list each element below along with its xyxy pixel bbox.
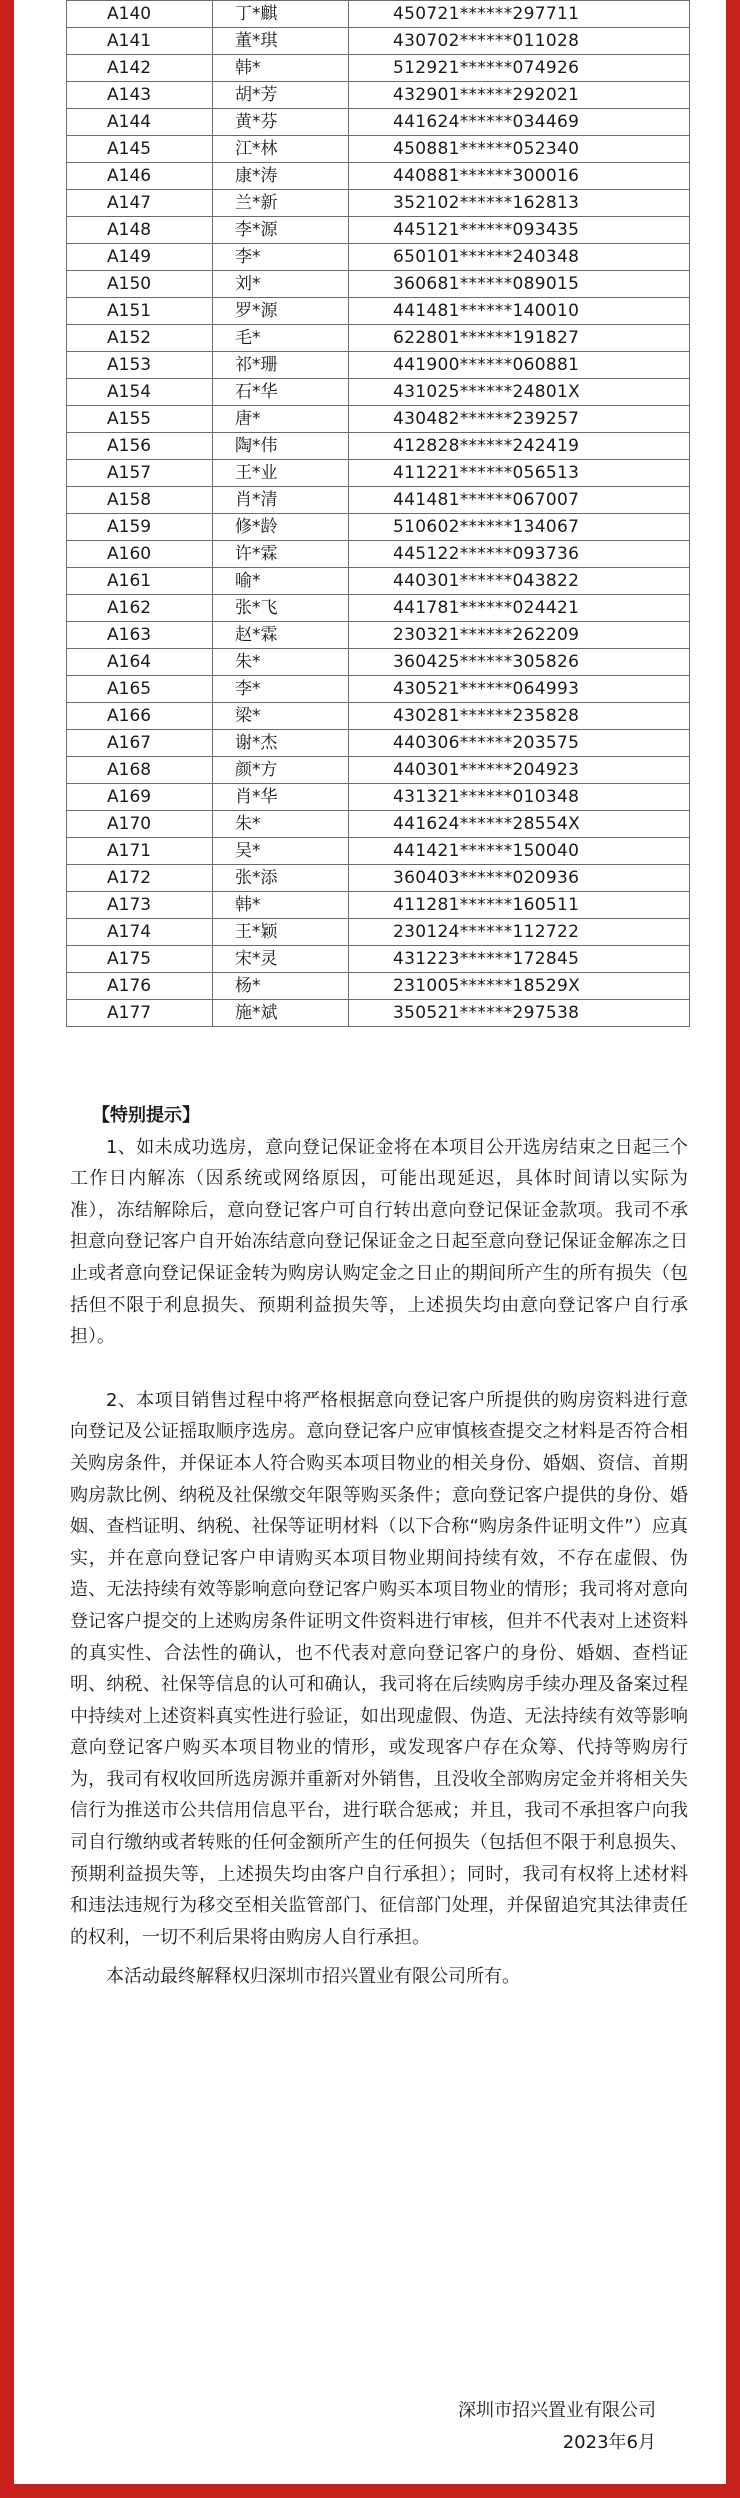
signature-block <box>458 2395 656 2459</box>
table-row <box>67 946 690 973</box>
table-row <box>67 622 690 649</box>
row-id-number: 440881******300016 <box>349 163 690 190</box>
row-number: A163 <box>67 622 213 649</box>
table-row <box>67 217 690 244</box>
notice-paragraph-2: 2、本项目销售过程中将严格根据意向登记客户所提供的购房资料进行意向登记及公证摇取顺序选房。意向登记客户应审慎核查提交之材料是否符合相关购房条件，并保证本人符合购买本项目物业的相关身份、婚姻、资信、首期购房款比例、纳税及社保缴交年限等购买条件；意向登记客户提供的身份、婚姻、查档证明、纳税、社保等证明材料（以下合称“购房条件证明文件”）应真实，并在意向登记客户申请购买本项目物业期间持续有效，不存在虚假、伪造、无法持续有效等影响意向登记客户购买本项目物业的情形；我司将对意向登记客户提交的上述购房条件证明文件资料进行审核，但并不代表对上述资料的真实性、合法性的确认，也不代表对意向登记客户的身份、婚姻、查档证明、纳税、社保等信息的认可和确认，我司将在后续购房手续办理及备案过程中持续对上述资料真实性进行验证，如出现虚假、伪造、无法持续有效等影响意向登记客户购买本项目物业的情形，或发现客户存在众筹、代持等购房行为，我司有权收回所选房源并重新对外销售，且没收全部购房定金并将相关失信行为推送市公共信用信息平台，进行联合惩戒；并且，我司不承担客户向我司自行缴纳或者转账的任何金额所产生的任何损失（包括但不限于利息损失、预期利益损失等，上述损失均由客户自行承担）；同时，我司有权将上述材料和违法违规行为移交至相关监管部门、征信部门处理，并保留追究其法律责任的权利，一切不利后果将由购房人自行承担。 <box>70 1389 688 1948</box>
table-row <box>67 811 690 838</box>
row-name: 喻* <box>213 568 349 595</box>
table-row <box>67 703 690 730</box>
row-name: 施*斌 <box>213 1000 349 1027</box>
row-id-number: 430482******239257 <box>349 406 690 433</box>
row-name: 梁* <box>213 703 349 730</box>
row-id-number: 411221******056513 <box>349 460 690 487</box>
row-id-number: 445122******093736 <box>349 541 690 568</box>
row-id-number: 431321******010348 <box>349 784 690 811</box>
row-name: 李* <box>213 676 349 703</box>
row-name: 许*霖 <box>213 541 349 568</box>
row-id-number: 360403******020936 <box>349 865 690 892</box>
table-row <box>67 514 690 541</box>
row-number: A149 <box>67 244 213 271</box>
row-number: A146 <box>67 163 213 190</box>
table-row <box>67 28 690 55</box>
row-number: A157 <box>67 460 213 487</box>
row-number: A164 <box>67 649 213 676</box>
row-number: A177 <box>67 1000 213 1027</box>
notice-final-statement: 本活动最终解释权归深圳市招兴置业有限公司所有。 <box>106 1966 520 1988</box>
row-number: A161 <box>67 568 213 595</box>
row-name: 吴* <box>213 838 349 865</box>
row-id-number: 440301******043822 <box>349 568 690 595</box>
table-row <box>67 487 690 514</box>
row-number: A142 <box>67 55 213 82</box>
row-id-number: 411281******160511 <box>349 892 690 919</box>
row-id-number: 431223******172845 <box>349 946 690 973</box>
row-number: A155 <box>67 406 213 433</box>
row-number: A173 <box>67 892 213 919</box>
row-id-number: 230321******262209 <box>349 622 690 649</box>
row-number: A162 <box>67 595 213 622</box>
row-name: 张*添 <box>213 865 349 892</box>
row-id-number: 431025******24801X <box>349 379 690 406</box>
table-row <box>67 784 690 811</box>
row-name: 肖*华 <box>213 784 349 811</box>
row-number: A147 <box>67 190 213 217</box>
row-number: A158 <box>67 487 213 514</box>
row-id-number: 512921******074926 <box>349 55 690 82</box>
row-id-number: 450721******297711 <box>349 1 690 28</box>
row-name: 韩* <box>213 55 349 82</box>
row-number: A168 <box>67 757 213 784</box>
row-name: 丁*麒 <box>213 1 349 28</box>
row-number: A167 <box>67 730 213 757</box>
row-id-number: 441781******024421 <box>349 595 690 622</box>
table-row <box>67 55 690 82</box>
table-row <box>67 244 690 271</box>
row-id-number: 650101******240348 <box>349 244 690 271</box>
row-name: 刘* <box>213 271 349 298</box>
table-row <box>67 676 690 703</box>
row-name: 陶*伟 <box>213 433 349 460</box>
row-name: 祁*珊 <box>213 352 349 379</box>
row-id-number: 441481******140010 <box>349 298 690 325</box>
table-row <box>67 136 690 163</box>
row-number: A140 <box>67 1 213 28</box>
table-row <box>67 109 690 136</box>
row-id-number: 430281******235828 <box>349 703 690 730</box>
row-name: 肖*清 <box>213 487 349 514</box>
row-id-number: 510602******134067 <box>349 514 690 541</box>
row-name: 赵*霖 <box>213 622 349 649</box>
row-name: 毛* <box>213 325 349 352</box>
row-name: 修*龄 <box>213 514 349 541</box>
row-id-number: 350521******297538 <box>349 1000 690 1027</box>
row-number: A174 <box>67 919 213 946</box>
table-row <box>67 541 690 568</box>
row-name: 罗*源 <box>213 298 349 325</box>
row-id-number: 622801******191827 <box>349 325 690 352</box>
row-id-number: 412828******242419 <box>349 433 690 460</box>
row-number: A176 <box>67 973 213 1000</box>
row-number: A141 <box>67 28 213 55</box>
row-name: 朱* <box>213 811 349 838</box>
row-number: A165 <box>67 676 213 703</box>
row-number: A145 <box>67 136 213 163</box>
row-name: 王*颖 <box>213 919 349 946</box>
row-number: A144 <box>67 109 213 136</box>
row-name: 朱* <box>213 649 349 676</box>
row-id-number: 440301******204923 <box>349 757 690 784</box>
row-id-number: 352102******162813 <box>349 190 690 217</box>
notice-paragraph-1: 1、如未成功选房，意向登记保证金将在本项目公开选房结束之日起三个工作日内解冻（因系统或网络原因，可能出现延迟，具体时间请以实际为准），冻结解除后，意向登记客户可自行转出意向登记保证金款项。我司不承担意向登记客户自开始冻结意向登记保证金之日起至意向登记保证金解冻之日止或者意向登记保证金转为购房认购定金之日止的期间所产生的所有损失（包括但不限于利息损失、预期利益损失等，上述损失均由意向登记客户自行承担）。 <box>70 1136 688 1348</box>
table-row <box>67 325 690 352</box>
row-name: 韩* <box>213 892 349 919</box>
table-row <box>67 298 690 325</box>
row-number: A175 <box>67 946 213 973</box>
row-name: 谢*杰 <box>213 730 349 757</box>
row-number: A170 <box>67 811 213 838</box>
winner-table-body <box>67 1 690 1027</box>
row-number: A172 <box>67 865 213 892</box>
special-notice <box>70 1100 688 1993</box>
table-row <box>67 271 690 298</box>
row-name: 康*涛 <box>213 163 349 190</box>
table-row <box>67 568 690 595</box>
table-row <box>67 730 690 757</box>
row-name: 李*源 <box>213 217 349 244</box>
row-name: 石*华 <box>213 379 349 406</box>
row-id-number: 430702******011028 <box>349 28 690 55</box>
table-row <box>67 190 690 217</box>
row-number: A153 <box>67 352 213 379</box>
table-row <box>67 460 690 487</box>
row-number: A143 <box>67 82 213 109</box>
row-name: 胡*芳 <box>213 82 349 109</box>
row-id-number: 445121******093435 <box>349 217 690 244</box>
row-number: A166 <box>67 703 213 730</box>
table-row <box>67 865 690 892</box>
row-number: A171 <box>67 838 213 865</box>
table-row <box>67 757 690 784</box>
row-number: A156 <box>67 433 213 460</box>
table-row <box>67 163 690 190</box>
row-name: 张*飞 <box>213 595 349 622</box>
row-name: 江*林 <box>213 136 349 163</box>
table-row <box>67 892 690 919</box>
table-row <box>67 595 690 622</box>
winner-table <box>66 0 690 1027</box>
notice-heading: 【特别提示】 <box>92 1105 200 1126</box>
row-name: 王*业 <box>213 460 349 487</box>
signature-date: 2023年6月 <box>562 2432 656 2453</box>
table-row <box>67 406 690 433</box>
row-name: 董*琪 <box>213 28 349 55</box>
signature-company: 深圳市招兴置业有限公司 <box>458 2400 656 2421</box>
row-id-number: 430521******064993 <box>349 676 690 703</box>
row-id-number: 360681******089015 <box>349 271 690 298</box>
row-name: 宋*灵 <box>213 946 349 973</box>
row-id-number: 432901******292021 <box>349 82 690 109</box>
row-number: A151 <box>67 298 213 325</box>
table-row <box>67 919 690 946</box>
row-id-number: 441624******28554X <box>349 811 690 838</box>
row-name: 李* <box>213 244 349 271</box>
row-id-number: 441624******034469 <box>349 109 690 136</box>
row-id-number: 440306******203575 <box>349 730 690 757</box>
row-number: A154 <box>67 379 213 406</box>
row-name: 唐* <box>213 406 349 433</box>
table-row <box>67 1000 690 1027</box>
table-row <box>67 1 690 28</box>
table-row <box>67 379 690 406</box>
row-number: A150 <box>67 271 213 298</box>
row-id-number: 441421******150040 <box>349 838 690 865</box>
row-id-number: 360425******305826 <box>349 649 690 676</box>
row-number: A159 <box>67 514 213 541</box>
table-row <box>67 352 690 379</box>
row-number: A152 <box>67 325 213 352</box>
row-id-number: 230124******112722 <box>349 919 690 946</box>
table-row <box>67 838 690 865</box>
table-row <box>67 82 690 109</box>
document-page <box>14 0 726 2484</box>
table-row <box>67 649 690 676</box>
row-name: 颜*方 <box>213 757 349 784</box>
row-number: A160 <box>67 541 213 568</box>
row-id-number: 441900******060881 <box>349 352 690 379</box>
row-name: 黄*芬 <box>213 109 349 136</box>
row-id-number: 450881******052340 <box>349 136 690 163</box>
row-number: A169 <box>67 784 213 811</box>
row-name: 杨* <box>213 973 349 1000</box>
row-number: A148 <box>67 217 213 244</box>
table-row <box>67 973 690 1000</box>
row-name: 兰*新 <box>213 190 349 217</box>
table-row <box>67 433 690 460</box>
row-id-number: 231005******18529X <box>349 973 690 1000</box>
row-id-number: 441481******067007 <box>349 487 690 514</box>
